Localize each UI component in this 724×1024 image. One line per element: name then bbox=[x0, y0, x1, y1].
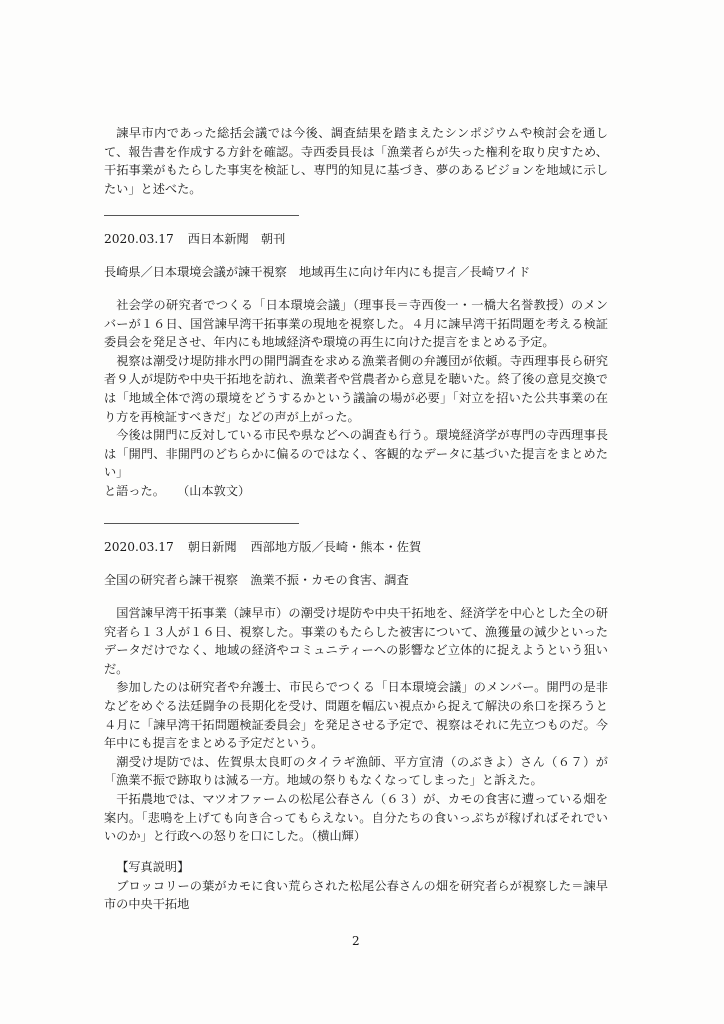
article-2-headline: 全国の研究者ら諫干視察 漁業不振・カモの食害、調査 bbox=[104, 573, 409, 587]
photo-caption: ブロッコリーの葉がカモに食い荒らされた松尾公春さんの畑を研究者らが視察した＝諫早市の中央干拓地 bbox=[104, 878, 608, 912]
article-1-headline: 長崎県／日本環境会議が諫干視察 地域再生に向け年内にも提言／長崎ワイド bbox=[104, 265, 531, 279]
article-2-paragraph: 参加したのは研究者や弁護士、市民らでつくる「日本環境会議」のメンバー。開門の是非などをめぐる法廷闘争の長期化を受け、問題を幅広い視点から捉えて解決の糸口を探ろうと４月に「諫早湾干拓問題検証委員会」を発足させる予定で、視察はそれに先立つものだ。今年中にも提言をまとめる予定だという。 bbox=[104, 680, 608, 751]
intro-section bbox=[104, 124, 608, 198]
page-number: 2 bbox=[352, 934, 360, 948]
article-1-date: 2020.03.17 bbox=[104, 232, 174, 246]
article-1-body bbox=[104, 296, 608, 501]
separator-line bbox=[104, 523, 299, 524]
article-2-meta bbox=[104, 538, 608, 557]
article-1-meta bbox=[104, 230, 608, 249]
article-1-paragraph: 視察は潮受け堤防排水門の開門調査を求める漁業者側の弁護団が依頼。寺西理事長ら研究者９人が堤防や中央干拓地を訪れ、漁業者や営農者から意見を聴いた。終了後の意見交換では「地域全体で湾の環境をどうするかという議論の場が必要」「対立を招いた公共事業の在り方を再検証すべきだ」などの声が上がった。 bbox=[104, 353, 608, 424]
article-2-date: 2020.03.17 bbox=[104, 540, 174, 554]
article-2-paragraph: 国営諫早湾干拓事業（諫早市）の潮受け堤防や中央干拓地を、経済学を中心とした全の研究者ら１３人が１６日、視察した。事業のもたらした被害について、漁獲量の減少といったデータだけでなく、地域の経済やコミュニティーへの影響など立体的に捉えようという狙いだ。 bbox=[104, 606, 608, 676]
article-2-source: 朝日新聞 bbox=[187, 540, 237, 554]
article-1-source: 西日本新聞 朝刊 bbox=[187, 232, 286, 246]
intro-paragraph: 諫早市内であった総括会議では今後、調査結果を踏まえたシンポジウムや検討会を通して、報告書を作成する方針を確認。寺西委員長は「漁業者らが失った権利を取り戻すため、干拓事業がもたらした事実を検証し、専門的知見に基づき、夢のあるビジョンを地域に示したい」と述べた。 bbox=[104, 126, 608, 196]
article-2-paragraph: 潮受け堤防では、佐賀県太良町のタイラギ漁師、平方宣清（のぶきよ）さん（６７）が「漁業不振で跡取りは減る一方。地域の祭りもなくなってしまった」と訴えた。 bbox=[104, 754, 608, 788]
article-2-paragraph: 干拓農地では、マツオファームの松尾公春さん（６３）が、カモの食害に遭っている畑を案内。「悲鳴を上げても向き合ってもらえない。自分たちの食いっぷちが稼げればそれでいいのか」と行政への怒りを口にした。（横山輝） bbox=[104, 791, 608, 844]
article-2-body bbox=[104, 604, 608, 846]
photo-caption-section bbox=[104, 858, 608, 914]
photo-caption-label: 【写真説明】 bbox=[116, 860, 190, 874]
article-1-paragraph: 今後は開門に反対している市民や県などへの調査も行う。環境経済学が専門の寺西理事長は「開門、非開門のどちらかに偏るのではなく、客観的なデータに基づいた提言をまとめたい」 bbox=[104, 428, 608, 480]
article-2-edition: 西部地方版／長崎・熊本・佐賀 bbox=[250, 540, 422, 554]
separator-line bbox=[104, 215, 299, 216]
article-1-paragraph: 社会学の研究者でつくる「日本環境会議」（理事長＝寺西俊一・一橋大名誉教授）のメンバーが１６日、国営諫早湾干拓事業の現地を視察した。４月に諫早湾干拓問題を考える検証委員会を発足させ、年内にも地域経済や環境の再生に向けた提言をまとめる予定。 bbox=[104, 298, 608, 350]
article-1-closing: と語った。 （山本敦文） bbox=[104, 483, 251, 498]
